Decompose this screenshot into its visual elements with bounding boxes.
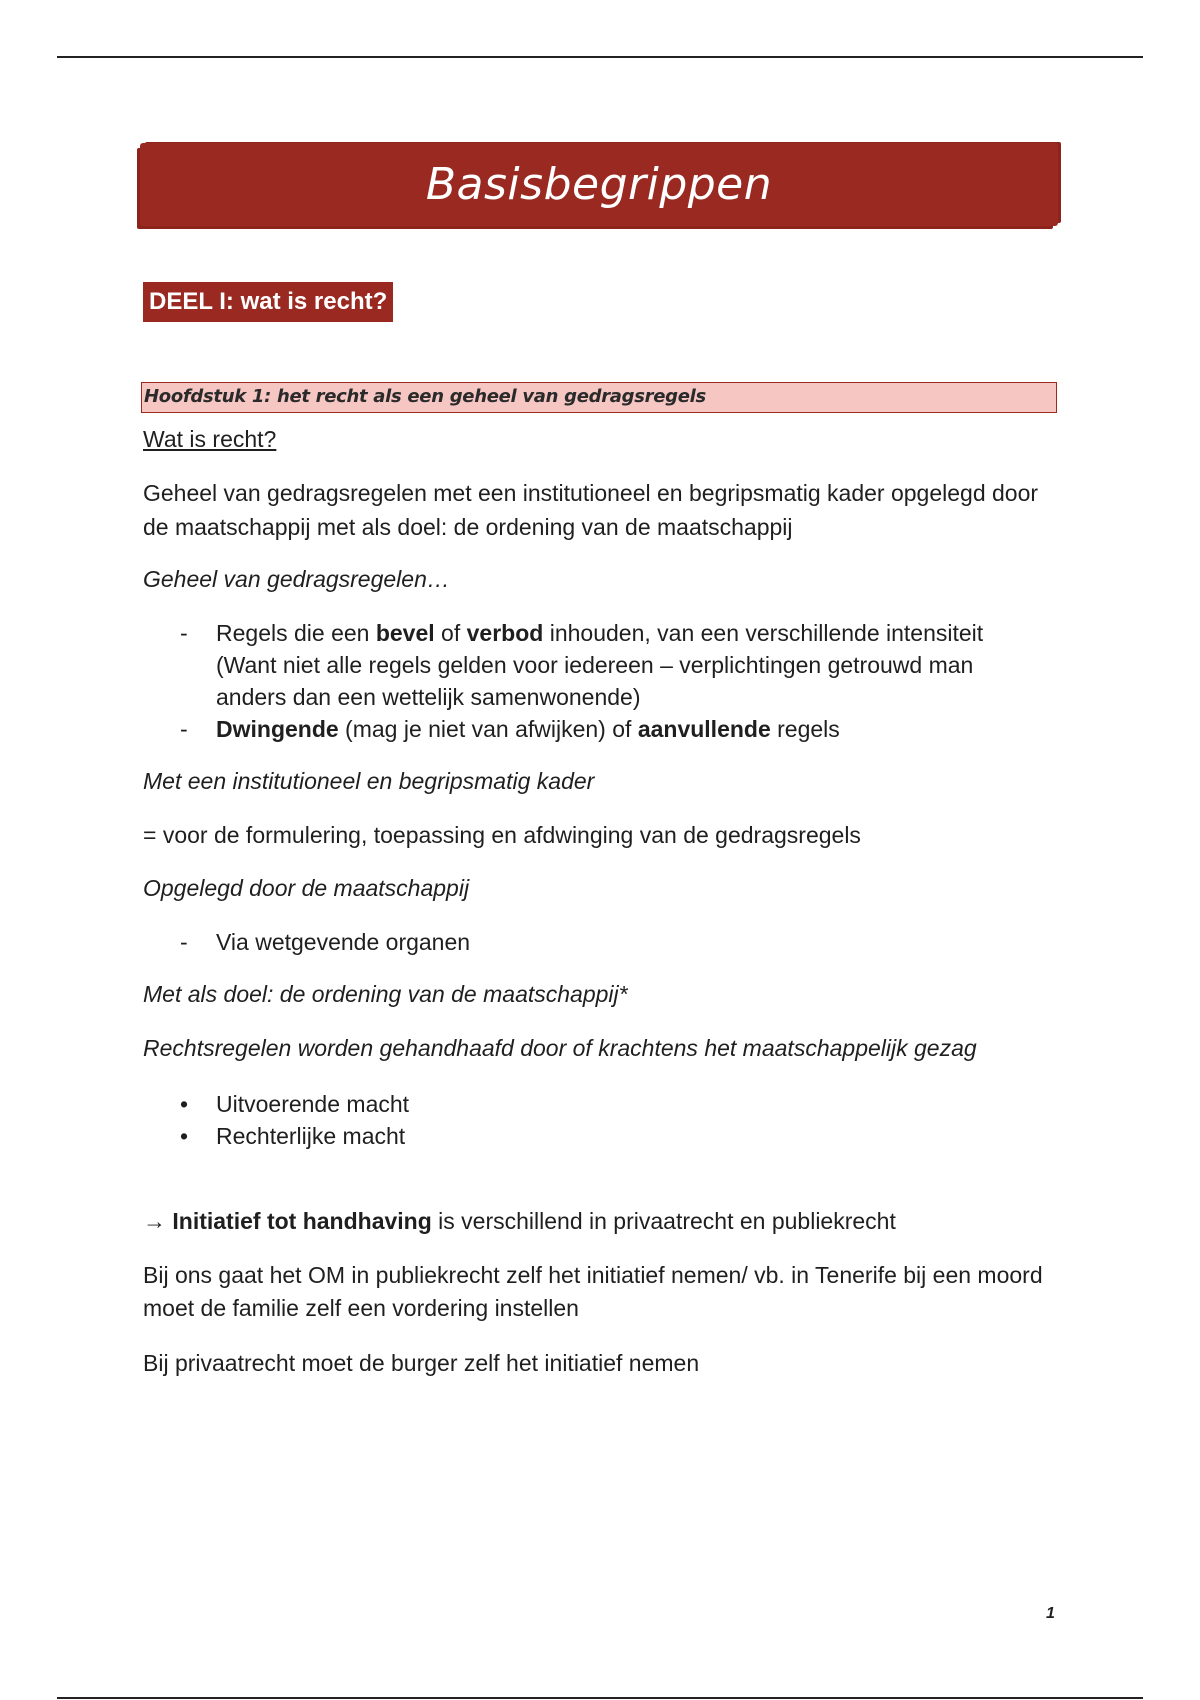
definition-paragraph: Geheel van gedragsregelen met een institutioneel en begripsmatig kader opgelegd door de maatschappij met als doel: de ordening van de maatschappij xyxy=(143,480,1039,540)
paragraph-publiekrecht: Bij ons gaat het OM in publiekrecht zelf het initiatief nemen/ vb. in Tenerife bij een moord moet de familie zelf een vordering instellen xyxy=(143,1262,1043,1321)
arrow-icon: → xyxy=(143,1208,173,1234)
initiative-line: → Initiatief tot handhaving is verschillend in privaatrecht en publiekrecht xyxy=(143,1208,896,1234)
list-item-text: Via wetgevende organen xyxy=(216,929,471,955)
dash-marker: - xyxy=(180,620,188,646)
subheading-gedragsregelen: Geheel van gedragsregelen… xyxy=(143,566,450,592)
list-item-text: Uitvoerende macht xyxy=(216,1091,410,1117)
dash-marker: - xyxy=(180,716,188,742)
part-heading: DEEL I: wat is recht? xyxy=(143,282,393,322)
list-item-text: Dwingende (mag je niet van afwijken) of aanvullende regels xyxy=(216,716,840,742)
paragraph-privaatrecht: Bij privaatrecht moet de burger zelf het initiatief nemen xyxy=(143,1350,700,1376)
title-banner xyxy=(140,143,1058,226)
document-title: Basisbegrippen xyxy=(425,159,773,210)
subheading-kader: Met een institutioneel en begripsmatig kader xyxy=(143,768,595,794)
subheading-doel: Met als doel: de ordening van de maatschappij* xyxy=(143,981,628,1007)
kader-explanation: = voor de formulering, toepassing en afdwinging van de gedragsregels xyxy=(143,822,861,848)
top-rule xyxy=(57,56,1143,58)
chapter-heading: Hoofdstuk 1: het recht als een geheel van gedragsregels xyxy=(141,382,1057,413)
bullet-marker: • xyxy=(180,1123,189,1149)
subheading-opgelegd: Opgelegd door de maatschappij xyxy=(143,875,470,901)
page-number: 1 xyxy=(1046,1605,1055,1622)
dash-marker: - xyxy=(180,929,188,955)
question-heading: Wat is recht? xyxy=(143,426,277,452)
subheading-handhaving: Rechtsregelen worden gehandhaafd door of krachtens het maatschappelijk gezag xyxy=(143,1035,977,1061)
bullet-marker: • xyxy=(180,1091,189,1117)
list-item-text: Regels die een bevel of verbod inhouden, van een verschillende intensiteit (Want niet alle regels gelden voor iedereen – verplichtingen getrouwd man anders dan een wettelijk samenwonende) xyxy=(216,620,984,710)
list-item-text: Rechterlijke macht xyxy=(216,1123,406,1149)
bottom-rule xyxy=(57,1697,1143,1699)
